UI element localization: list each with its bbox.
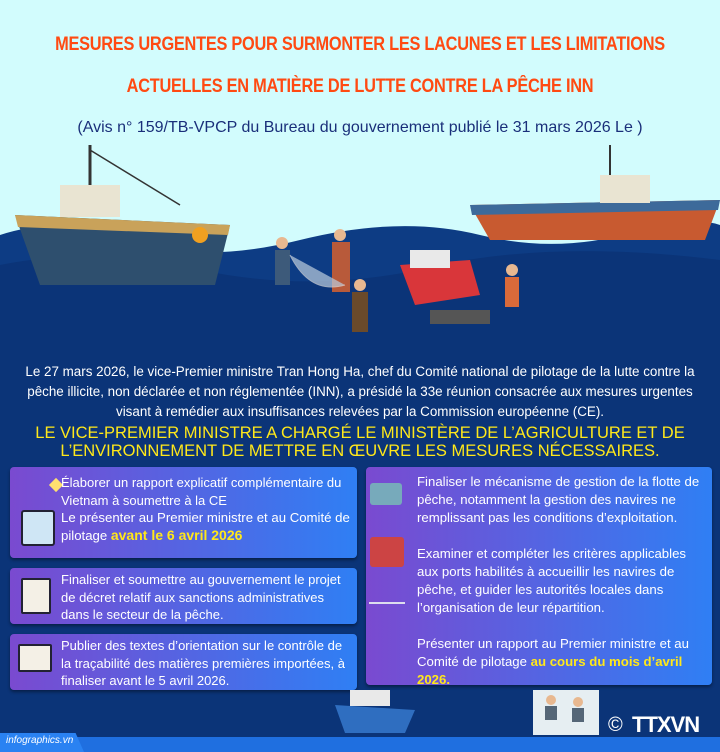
fishing-scene-illustration bbox=[0, 145, 720, 360]
fish-workers-illustration bbox=[533, 690, 599, 735]
task-card-report bbox=[10, 467, 357, 558]
small-boat-illustration bbox=[330, 685, 430, 735]
title-line-2: ACTUELLES EN MATIÈRE DE LUTTE CONTRE LA PÊCHE INN bbox=[126, 76, 594, 97]
section-heading: LE VICE-PREMIER MINISTRE A CHARGÉ LE MINISTÈRE DE L’AGRICULTURE ET DE L’ENVIRONNEMENT DE METTRE EN ŒUVRE LES MESURES NÉCESSAIRES. bbox=[35, 424, 685, 460]
task-text-ports: Examiner et compléter les critères applicables aux ports habilités à accueillir les navires de pêche, et guider les autorités locales dans l’organisation de leur répartition. bbox=[417, 546, 686, 615]
boat-wifi-icon bbox=[370, 537, 404, 567]
title-line-1: MESURES URGENTES POUR SURMONTER LES LACUNES ET LES LIMITATIONS bbox=[55, 34, 665, 55]
task-text: Publier des textes d’orientation sur le contrôle de la traçabilité des matières premières importées, à finaliser avant le 5 avril 2026. bbox=[61, 638, 345, 688]
task-card-traceability bbox=[10, 634, 357, 690]
task-text-report: Présenter un rapport au Premier ministre et au Comité de pilotage bbox=[417, 636, 689, 669]
task-text: Élaborer un rapport explicatif complémentaire du Vietnam à soumettre à la CE bbox=[61, 475, 342, 508]
task-card-decree bbox=[10, 568, 357, 624]
task-text: Finaliser et soumettre au gouvernement le projet de décret relatif aux sanctions administratives dans le secteur de la pêche. bbox=[61, 572, 341, 622]
subtitle: (Avis n° 159/TB-VPCP du Bureau du gouvernement publié le 31 mars 2026 Le ) bbox=[77, 119, 643, 136]
task-text-2: Le présenter au Premier ministre et au Comité de pilotage bbox=[61, 510, 350, 543]
footer-bar bbox=[0, 737, 720, 752]
arrow-right-icon bbox=[369, 602, 405, 604]
copyright-symbol: © bbox=[608, 714, 623, 736]
fishing-boat-left-illustration bbox=[15, 145, 230, 285]
computer-document-gear-icon bbox=[18, 644, 52, 672]
decree-gavel-icon bbox=[21, 578, 51, 614]
ttxvn-logo: TTXVN bbox=[632, 712, 700, 737]
site-link[interactable]: infographics.vn bbox=[6, 735, 74, 746]
task-card-fleet bbox=[366, 467, 712, 685]
fishing-boat-arrows-icon bbox=[370, 483, 402, 505]
deadline-highlight: au cours du mois d’avril 2026. bbox=[417, 654, 683, 687]
task-text-fleet: Finaliser le mécanisme de gestion de la flotte de pêche, notamment la gestion des navires ne remplissant pas les conditions d’exploitation. bbox=[417, 474, 700, 525]
intro-paragraph: Le 27 mars 2026, le vice-Premier ministre Tran Hong Ha, chef du Comité national de pilotage de la lutte contre la pêche illicite, non déclarée et non réglementée (INN), a présidé la 33e réunion consacrée aux mesures urgentes visant à remédier aux insuffisances relevées par la Commission européenne (CE). bbox=[25, 364, 695, 419]
approved-document-stamp-icon bbox=[21, 510, 55, 546]
deadline-highlight: avant le 6 avril 2026 bbox=[110, 526, 243, 543]
fishing-boat-right-illustration bbox=[470, 145, 720, 240]
